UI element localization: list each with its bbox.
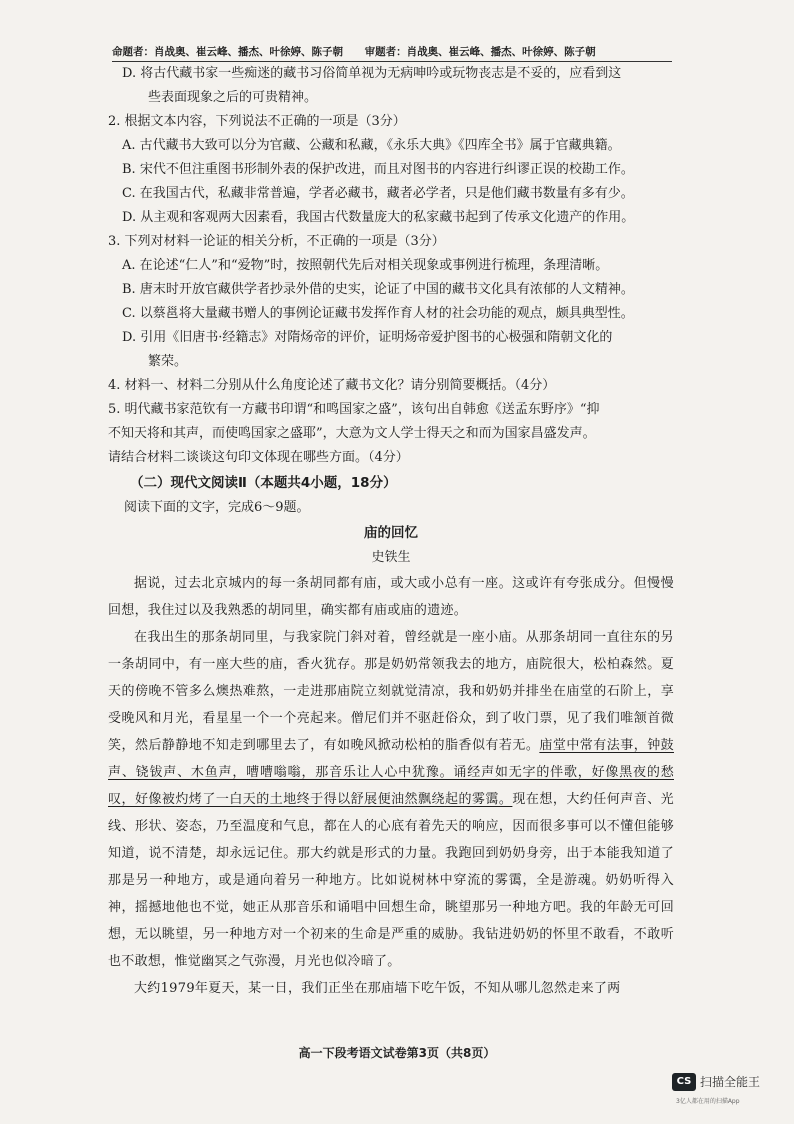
- article-title: 庙的回忆: [364, 525, 418, 541]
- q1-option-d-line1: D. 将古代藏书家一些痴迷的藏书习俗简单视为无病呻吟或玩物丧志是不妥的，应看到这: [122, 66, 622, 81]
- q5-line3: 请结合材料二谈谈这句印文体现在哪些方面。（4分）: [108, 450, 409, 465]
- q1-option-d: [108, 62, 674, 110]
- section-instruction: 阅读下面的文字，完成6～9题。: [124, 500, 310, 515]
- paragraph-2-part1: 在我出生的那条胡同里，与我家院门斜对着，曾经就是一座小庙。从那条胡同一直往东的另一条胡同中，有一座大些的庙，香火犹存。那是奶奶常领我去的地方，庙院很大，松柏森然。夏天的傍晚不管多么燠热难熬，一走进那庙院立刻就觉清凉，我和奶奶并排坐在庙堂的石阶上，享受晚风和月光，看星星一个一个亮起来。僧尼们并不驱赶俗众，到了收门票，见了我们唯颔首微笑，然后静静地不知走到哪里去了，有如晚风掀动松柏的脂香似有若无。: [108, 630, 674, 753]
- question-2: [108, 110, 674, 230]
- reviewers-text: 审题者：肖战奥、崔云峰、播杰、叶徐婷、陈子朝: [364, 46, 596, 58]
- camscanner-logo-icon: CS: [672, 1073, 696, 1091]
- q2-stem: 2. 根据文本内容，下列说法不正确的一项是（3分）: [108, 114, 406, 129]
- question-1-tail: [108, 62, 674, 110]
- q3-option-c: C. 以蔡邕将大量藏书赠人的事例论证藏书发挥作育人材的社会功能的观点，颇具典型性。: [122, 306, 634, 321]
- q3-option-b: B. 唐末时开放官藏供学者抄录外借的史实，论证了中国的藏书文化具有浓郁的人文精神。: [122, 282, 634, 297]
- question-5: [108, 398, 674, 470]
- article-author: 史铁生: [371, 550, 411, 565]
- article-body: [108, 570, 674, 1002]
- underlined-passage: 庙堂中常有法事，钟鼓声、铙钹声、木鱼声，嘈嘈嗡嗡，那音乐让人心中犹豫。诵经声如无字的伴歌，好像黑夜的愁叹，好像被灼烤了一白天的土地终于得以舒展便油然飘绕起的雾霭。: [108, 738, 674, 807]
- q1-option-d-line2: 些表面现象之后的可贵精神。: [148, 90, 318, 105]
- proposers-text: 命题者：肖战奥、崔云峰、播杰、叶徐婷、陈子朝: [112, 46, 343, 58]
- q5-line1: 5. 明代藏书家范钦有一方藏书印谓“和鸣国家之盛”，该句出自韩愈《送孟东野序》“抑: [108, 402, 600, 417]
- q5-line2: 不知天将和其声，而使鸣国家之盛耶”，大意为文人学士得天之和而为国家昌盛发声。: [108, 426, 596, 441]
- q2-option-b: B. 宋代不但注重图书形制外表的保护改进，而且对图书的内容进行纠谬正误的校勘工作。: [122, 162, 634, 177]
- q3-option-a: A. 在论述“仁人”和“爱物”时，按照朝代先后对相关现象或事例进行梳理，条理清晰。: [122, 258, 609, 273]
- q3-option-d: [108, 326, 674, 374]
- paragraph-1: 据说，过去北京城内的每一条胡同都有庙，或大或小总有一座。这或许有夸张成分。但慢慢回想，我住过以及我熟悉的胡同里，确实都有庙或庙的遗迹。: [108, 576, 674, 618]
- q3-stem: 3. 下列对材料一论证的相关分析，不正确的一项是（3分）: [108, 234, 445, 249]
- proposer-header: [112, 44, 672, 62]
- q3-option-d-line2: 繁荣。: [148, 354, 188, 369]
- paragraph-2-part2: 现在想，大约任何声音、光线、形状、姿态，乃至温度和气息，都在人的心底有着先天的响应，因而很多事可以不懂但能够知道，说不清楚，却永远记住。那大约就是形式的力量。我跑回到奶奶身旁，出于本能我知道了那是另一种地方，或是通向着另一种地方。比如说树林中穿流的雾霭，全是游魂。奶奶听得入神，摇撼地他也不觉，她正从那音乐和诵唱中回想生命，眺望那另一种地方吧。我的年龄无可回想，无以眺望，另一种地方对一个初来的生命是严重的威胁。我钻进奶奶的怀里不敢看，不敢听也不敢想，惟觉幽冥之气弥漫，月光也似冷暗了。: [108, 792, 674, 969]
- q4-stem: 4. 材料一、材料二分别从什么角度论述了藏书文化？请分别简要概括。（4分）: [108, 378, 556, 393]
- section-heading: （二）现代文阅读Ⅱ（本题共4小题，18分）: [130, 475, 397, 491]
- question-4: [108, 374, 674, 398]
- question-3: [108, 230, 674, 374]
- paragraph-3: 大约1979年夏天，某一日，我们正坐在那庙墙下吃午饭，不知从哪儿忽然走来了两: [134, 981, 621, 996]
- q2-option-c: C. 在我国古代，私藏非常普遍，学者必藏书，藏者必学者，只是他们藏书数量有多有少。: [122, 186, 634, 201]
- paragraph-2: [108, 624, 674, 975]
- q3-option-d-line1: D. 引用《旧唐书·经籍志》对隋炀帝的评价，证明炀帝爱护图书的心极强和隋朝文化的: [122, 330, 613, 345]
- camscanner-name: 扫描全能王: [700, 1075, 761, 1089]
- page-footer: 高一下段考语文试卷第3页（共8页）: [298, 1046, 496, 1060]
- q2-option-d: D. 从主观和客观两大因素看，我国古代数量庞大的私家藏书起到了传承文化遗产的作用。: [122, 210, 635, 225]
- camscanner-slogan: 3亿人都在用的扫描App: [676, 1098, 740, 1105]
- exam-content: [108, 62, 674, 1002]
- q2-option-a: A. 古代藏书大致可以分为官藏、公藏和私藏，《永乐大典》《四库全书》属于官藏典籍。: [122, 138, 621, 153]
